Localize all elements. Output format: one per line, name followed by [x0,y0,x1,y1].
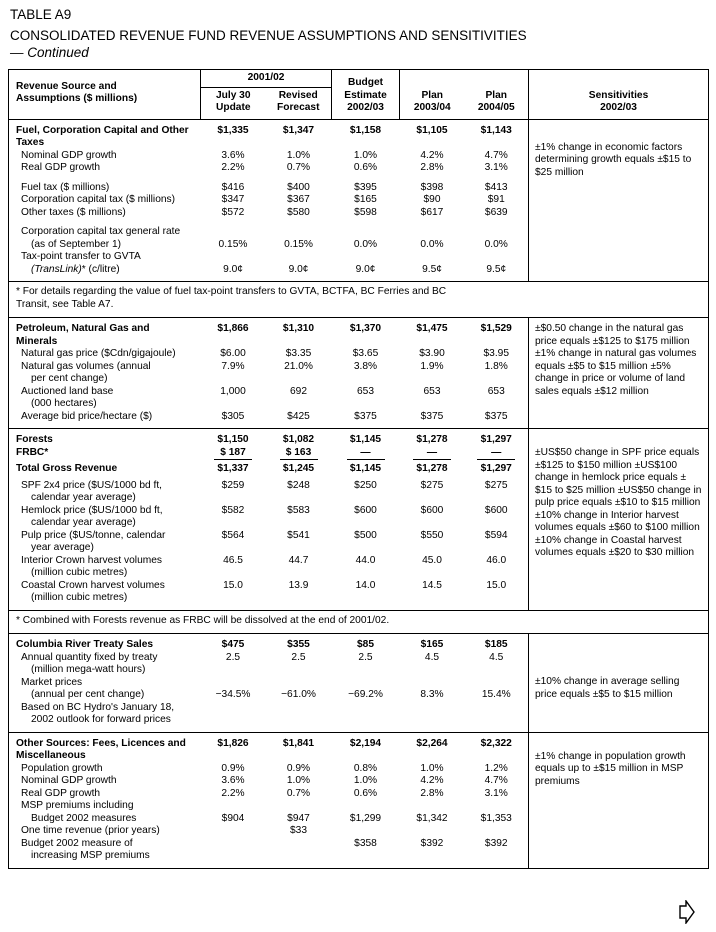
cell: 7.9% [221,360,245,372]
header-sensitivities-text: Sensitivities 2002/03 [588,89,649,113]
forests-title: Forests [16,434,53,445]
other-sensitivity: ±1% change in population growth equals up to ±$15 million in MSP premiums [529,732,709,868]
table-id: TABLE A9 [10,7,72,22]
header-july [201,87,266,119]
cell: 45.0 [422,554,442,566]
cell: $259 [221,479,245,491]
cell: $375 [400,411,465,429]
header-budget [332,70,400,120]
cell: $1,158 [349,124,382,136]
cell: 1,000 [220,385,246,397]
row-label-cont: (as of September 1) [31,238,122,250]
cell [332,825,400,838]
cell: 1.0% [420,762,444,774]
row-label: Auctioned land base [21,385,114,397]
cell: 15.0 [223,579,243,591]
row-label-cont: (000 hectares) [31,398,97,409]
cell: $500 [354,529,377,541]
cell: $185 [484,639,508,650]
cell: 1.0% [353,149,378,161]
cell: 653 [423,385,441,397]
cell: $1,297 [480,434,512,445]
row-label-italic: (TransLink) [31,263,82,275]
row-label: Fuel tax ($ millions) [21,181,110,193]
cell: 46.0 [486,554,507,566]
cell: $1,297 [480,463,512,474]
cell: 4.2% [420,149,444,161]
next-page-arrow-icon[interactable] [678,900,696,924]
row-label: Pulp price ($US/tonne, calendar [21,529,166,541]
cell: $598 [354,206,377,218]
cell: $541 [287,529,310,541]
header-row-1 [9,70,709,88]
cell: $250 [354,479,377,491]
cell: $392 [484,837,508,849]
cell: $600 [484,504,508,516]
cell: $617 [420,206,444,218]
cell: $1,347 [282,124,315,136]
cell: 1.2% [484,762,508,774]
header-plan-2 [465,70,529,120]
cell: $600 [420,504,444,516]
cell: $165 [420,639,444,650]
fuel-footnote: * For details regarding the value of fuel tax-point transfers to GVTA, BCTFA, BC Ferries and BC Transit, see Table A7. [9,282,709,318]
row-label: SPF 2x4 price ($US/1000 bd ft, [21,479,162,491]
cell: 13.9 [288,579,309,591]
forests-footnote: * Combined with Forests revenue as FRBC will be dissolved at the end of 2001/02. [9,610,709,634]
cell: $1,337 [217,463,249,474]
cell: $583 [287,504,310,516]
cell: $413 [484,181,508,193]
cell: $2,194 [349,737,382,749]
cell: $1,841 [282,737,315,749]
gross-label: Total Gross Revenue [16,463,118,474]
cell: $416 [221,181,245,193]
cell: $1,370 [349,323,382,334]
cell: $572 [221,206,245,218]
cell: $1,145 [349,463,382,474]
cell: 9.0¢ [223,263,243,275]
cell: 0.6% [353,787,378,799]
cell: $1,278 [416,434,448,445]
fuel-title: Fuel, Corporation Capital and Other Taxes [16,124,189,148]
row-label: Hemlock price ($US/1000 bd ft, [21,504,163,516]
row-label: Nominal GDP growth [21,149,117,161]
cell: $33 [290,825,307,836]
cell: $347 [221,194,245,205]
cell: 692 [290,385,307,397]
cell: $1,353 [480,812,512,824]
cell: $2,264 [416,737,448,749]
header-july-text: July 30 Update [215,89,251,113]
cell: $85 [357,639,375,650]
header-revised [266,87,332,119]
cell: $425 [266,411,332,429]
cell: 0.0% [484,238,508,250]
cell: $90 [423,194,441,205]
cell: $1,143 [480,124,512,136]
cell: 653 [357,385,375,397]
cell: 1.8% [484,360,508,372]
cell: 3.6% [221,149,245,161]
cell: $248 [287,479,310,491]
cell: $375 [465,411,529,429]
cell: 4.7% [484,775,508,786]
cell: 14.5 [422,579,442,591]
cell: $1,082 [282,434,315,445]
row-label: Based on BC Hydro's January 18, [21,701,175,713]
cell: $355 [287,639,310,650]
row-label-cont: increasing MSP premiums [31,850,150,861]
cell: 0.0% [353,238,378,250]
cell: $1,475 [416,323,448,334]
cell: 0.7% [286,162,311,173]
cell: $1,145 [349,434,382,445]
cell: $305 [201,411,266,429]
header-plan-1 [400,70,465,120]
cell: 9.0¢ [355,263,376,275]
cell: — [413,447,451,461]
forests-note-row [9,610,709,634]
cell: $2,322 [480,737,512,749]
cell: 0.0% [420,238,444,250]
cell: 0.9% [286,762,311,774]
row-label-cont: (million cubic metres) [31,567,128,578]
cell: 3.6% [221,775,245,786]
row-label: Market prices [21,676,83,688]
forests-sensitivity: ±US$50 change in SPF price equals ±$125 to $150 million ±US$100 change in hemlock price equals ±$15 to $25 million ±US$50 change in pulp price equals ±$10 to $15 million ±10% change in Interior harvest volumes equals ±$60 to $100 million ±10% change in Coastal harvest volumes equals ±$20 to $30 million [529,429,709,611]
row-label: Interior Crown harvest volumes [21,554,162,566]
cell: $1,105 [416,124,448,136]
cell: 15.4% [481,689,511,700]
row-label-cont: * (c/litre) [81,263,120,275]
cell: $1,335 [217,124,249,136]
cell [400,825,465,838]
cell: 1.0% [286,775,311,786]
row-label: MSP premiums including [21,800,134,811]
cell: $375 [332,411,400,429]
header-plan-1-text: Plan 2003/04 [413,89,451,113]
cell: $594 [484,529,508,541]
cell: $358 [354,837,377,849]
cell: 4.2% [420,775,444,786]
fuel-sensitivity: ±1% change in economic factors determining growth equals ±$15 to $25 million [529,119,709,282]
cell: $3.90 [419,348,445,359]
cell: 3.1% [484,162,508,173]
cell: $904 [221,812,245,824]
row-label: Real GDP growth [21,787,101,799]
cell: 2.5 [291,651,306,663]
cell: 4.7% [484,149,508,161]
row-label: Natural gas price ($Cdn/gigajoule) [21,348,176,359]
cell: 653 [487,385,505,397]
row-label-cont: year average) [31,542,94,553]
row-label: Corporation capital tax ($ millions) [21,194,176,205]
cell: $1,245 [282,463,315,474]
petro-sensitivity: ±$0.50 change in the natural gas price equals ±$125 to $175 million ±1% change in natural gas volumes equals ±$5 to $15 million ±5% change in price or volume of land sales equals ±$12 million [529,318,709,429]
cell: $582 [221,504,245,516]
columbia-sensitivity: ±10% change in average selling price equals ±$5 to $15 million [529,634,709,733]
cell: $475 [221,639,245,650]
cell: 4.5 [424,651,440,663]
cell: 1.0% [286,149,311,161]
cell: $1,278 [416,463,448,474]
cell: 46.5 [223,554,243,566]
other-total-row [9,732,709,763]
row-label: Corporation capital tax general rate [21,226,181,237]
row-label-cont: per cent change) [31,373,108,384]
cell: 2.5 [225,651,241,663]
cell: $1,826 [217,737,249,749]
other-title: Other Sources: Fees, Licences and Miscellaneous [16,737,186,761]
cell [266,838,332,869]
cell [332,702,400,733]
row-label-cont: (million mega-watt hours) [31,664,146,675]
cell: 14.0 [355,579,376,591]
cell: $1,342 [416,812,448,824]
columbia-total-row [9,634,709,652]
cell: $6.00 [220,348,246,359]
header-label [9,70,201,120]
cell: 9.5¢ [486,263,507,275]
cell: $ 163 [280,447,318,461]
cell: $392 [420,837,444,849]
row-label: Average bid price/hectare ($) [21,410,153,422]
cell: 0.6% [353,162,378,173]
cell [201,702,266,733]
cell: $367 [287,194,310,205]
cell: $580 [287,206,310,218]
cell: 9.0¢ [288,263,309,275]
cell: $400 [287,181,310,193]
cell: $275 [484,479,508,491]
continued-label: — Continued [10,45,89,60]
cell [400,702,465,733]
petro-title: Petroleum, Natural Gas and Minerals [16,323,150,347]
row-label-cont: Budget 2002 measures [31,812,137,824]
cell: 3.8% [353,360,378,372]
cell: $564 [221,529,245,541]
frbc-label: FRBC* [16,446,49,458]
row-label-cont: calendar year average) [31,492,136,503]
cell: 21.0% [284,360,313,372]
header-label-text: Revenue Source and Assumptions ($ millions) [16,80,138,105]
row-label: Other taxes ($ millions) [21,206,126,218]
cell: — [477,447,515,461]
cell: 3.1% [484,787,508,799]
row-label-cont: calendar year average) [31,517,136,528]
cell: 1.0% [353,775,378,786]
cell: $3.65 [352,348,379,359]
cell: 0.7% [286,787,311,799]
cell [266,702,332,733]
row-label: Nominal GDP growth [21,775,117,786]
header-plan-2-text: Plan 2004/05 [477,89,515,113]
row-label: Real GDP growth [21,162,101,173]
petro-total-row [9,318,709,349]
row-label-cont: (million cubic metres) [31,592,128,603]
cell: 15.0 [486,579,507,591]
cell: 2.5 [358,651,373,663]
cell: $1,150 [217,434,249,445]
cell: 8.3% [420,689,444,700]
cell [201,838,266,869]
cell: 2.2% [221,162,245,173]
cell: 0.15% [284,238,313,250]
row-label: Budget 2002 measure of [21,837,133,849]
forests-row [9,429,709,447]
header-sensitivities [529,70,709,120]
cell: $1,299 [349,812,382,824]
cell: $91 [487,194,505,205]
cell [201,825,266,838]
cell: $3.95 [483,348,510,359]
cell: $1,866 [217,323,249,334]
revenue-table [8,69,709,869]
cell: 0.9% [221,762,245,774]
cell: 2.8% [420,162,444,173]
row-label: Tax-point transfer to GVTA [21,251,141,262]
cell: $395 [354,181,377,193]
cell [465,825,529,838]
fuel-note-row [9,282,709,318]
columbia-title: Columbia River Treaty Sales [16,639,154,650]
cell: 44.0 [355,554,376,566]
row-label: One time revenue (prior years) [21,825,160,836]
table-title: CONSOLIDATED REVENUE FUND REVENUE ASSUMPTIONS AND SENSITIVITIES [10,28,527,43]
cell: $639 [484,206,508,218]
row-label: Population growth [21,762,103,774]
row-label-cont: 2002 outlook for forward prices [31,714,171,725]
cell: $1,310 [282,323,315,334]
cell: $3.35 [285,348,312,359]
cell: 2.2% [221,787,245,799]
cell: $600 [354,504,377,516]
header-budget-text: Budget Estimate 2002/03 [344,77,387,113]
row-label: Natural gas volumes (annual [21,360,151,372]
cell: — [347,447,385,461]
cell: $398 [420,181,444,193]
cell: 0.15% [218,238,248,250]
cell: 4.5 [489,651,504,663]
header-revised-text: Revised Forecast [277,89,320,113]
cell: $ 187 [214,447,252,461]
cell: 44.7 [288,554,309,566]
fuel-total-row [9,119,709,150]
cell: $550 [420,529,444,541]
cell: −34.5% [215,689,251,700]
row-label: Coastal Crown harvest volumes [21,579,165,591]
cell: 1.9% [420,360,444,372]
cell: $275 [420,479,444,491]
cell: $165 [354,194,377,205]
cell [465,702,529,733]
cell: −69.2% [348,689,383,700]
cell: 9.5¢ [422,263,442,275]
header-group: 2001/02 [201,70,332,88]
cell: $1,529 [480,323,512,334]
row-label: Annual quantity fixed by treaty [21,651,158,663]
cell: 2.8% [420,787,444,799]
cell: 0.8% [353,762,378,774]
cell: $947 [287,812,310,824]
cell: −61.0% [281,689,316,700]
row-label-cont: (annual per cent change) [31,689,145,700]
